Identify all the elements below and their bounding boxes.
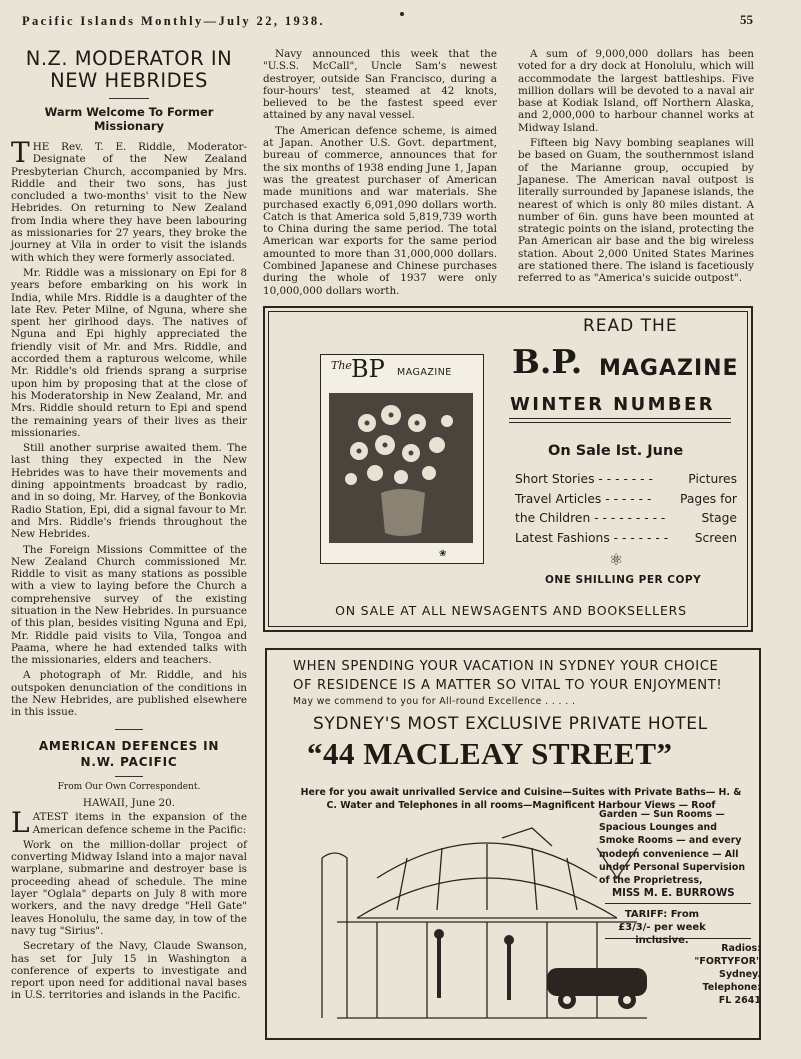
article2-headline-line2: N.W. PACIFIC: [80, 754, 178, 769]
article2-paragraph-3: Secretary of the Navy, Claude Swanson, has set for July 15 in Washington a conference of experts to investigate and report upon need for additional naval bases in U.S. territories and islands in the Pacific.: [11, 940, 247, 1002]
column-1: [11, 48, 247, 1005]
article1-paragraph-5: A photograph of Mr. Riddle, and his outspoken denunciation of the conditions in the New Hebrides, are published elsewhere in this issue.: [11, 669, 247, 719]
list-item: the Children - - - - - - - - - Stage: [515, 511, 737, 525]
article2-paragraph-7: Fifteen big Navy bombing seaplanes will be based on Guam, the southernmost island of the Marianne group, occupied by Japanese. The American naval outpost is literally surrounded by Japanese islands, the nearest of which is only 80 miles distant. A number of 6in. guns have been mounted at strategic points on the island, protecting the Pan American air base and the big wireless station. About 2,000 United States Marines are stationed there. The island is facetiously referred to as "America's suicide outpost".: [518, 137, 754, 285]
page-number: 55: [740, 12, 753, 27]
byline: From Our Own Correspondent.: [57, 781, 201, 792]
article2-paragraph-1: LATEST items in the expansion of the American defence scheme in the Pacific:: [11, 806, 247, 840]
header-ornament: [400, 12, 404, 16]
ad-contents-list: [515, 472, 737, 550]
contact-info: Radios: "FORTYFOR" Sydney. Telephone: FL 2641: [694, 943, 761, 1006]
hotel-amenities: Here for you await unrivalled Service and Cuisine—Suites with Private Baths— H. & C. Water and Telephones in all rooms—Magnificent Harbour Views — Roof: [300, 787, 742, 812]
ad-read-the: READ THE: [583, 316, 678, 336]
headline-rule: [115, 776, 143, 777]
ad-inner-border: [268, 311, 748, 627]
dateline: HAWAII, June 20.: [82, 796, 176, 809]
section-rule: [115, 729, 143, 730]
bp-magazine-ad: [263, 306, 753, 632]
ad-title-bp: B.P.: [512, 342, 583, 381]
hotel-building-illustration: [317, 818, 677, 1036]
double-rule: [509, 418, 731, 423]
magazine-cover-image: [320, 354, 484, 564]
headline-rule: [109, 98, 149, 99]
tariff: TARIFF: From £3/3/- per week inclusive.: [618, 909, 706, 946]
cover-bp: BP: [351, 355, 385, 383]
list-item: Short Stories - - - - - - - Pictures: [515, 472, 737, 486]
article1-headline-line2: NEW HEBRIDES: [50, 69, 208, 92]
ad-on-sale-date: On Sale Ist. June: [548, 443, 684, 459]
article1-paragraph-2: Mr. Riddle was a missionary on Epi for 8 years before embarking on his work in India, while Mrs. Riddle is a daughter of the late Rev. Peter Milne, of Nguna, where she spent her girlhood days. The natives of Nguna and Epi highly appreciated the friendly visit of Mr. and Mrs. Riddle, and accorded them a rapturous welcome, while Mr. Riddle's old friends sprang a surprise upon him by proposing that at the close of his Moderatorship in New Zealand, Mr. and Mrs. Riddle should return to Epi and spend the remaining years of their lives as their missionaries.: [11, 266, 247, 439]
dropcap: L: [11, 806, 30, 840]
running-header: Pacific Islands Monthly—July 22, 1938.: [22, 14, 326, 28]
hotel-name: “44 MACLEAY STREET”: [307, 736, 673, 771]
cover-the: The: [331, 359, 352, 372]
ad-winter-number: WINTER NUMBER: [510, 394, 715, 415]
ad-title-magazine: MAGAZINE: [599, 356, 739, 381]
proprietress-name: MISS M. E. BURROWS: [612, 888, 735, 899]
article1-paragraph-3: Still another surprise awaited them. The last thing they expected in the New Hebrides was to have their movements and dining appointments broadcast by radio, and in so doing, Mr. Harvey, of the Bonkovia Radio Station, Epi, did a signal favour to Mr. and Mrs. Riddle's friends throughout the New Hebrides.: [11, 442, 247, 541]
article1-paragraph-1: THE Rev. T. E. Riddle, Moderator-Designate of the New Zealand Presbyterian Church, accompanied by Mrs. Riddle and their two sons, has just concluded a two-months' visit to the New Hebrides. On returning to New Zealand from India where they have been labouring as missionaries for 27 years, they broke the journey at Vila in order to visit the islands with which they were formerly associated.: [11, 136, 247, 264]
flower-illustration: [329, 393, 473, 543]
hotel-amenities-cont: Garden — Sun Rooms — Spacious Lounges and Smoke Rooms — and every modern convenience — All under Personal Supervision of the Proprietress,: [599, 809, 746, 887]
hotel-ad: [265, 648, 761, 1040]
article1-subhead-line1: Warm Welcome To Former: [44, 105, 214, 119]
dropcap: T: [11, 136, 30, 169]
article2-paragraph-5: The American defence scheme, is aimed at Japan. Another U.S. Govt. department, bureau of commerce, announces that for the six months of 1938 ending June 1, Japan was the greatest purchaser of American made munitions and war materials. She purchased exactly 6,091,090 dollars worth. Catch is that America sold 5,819,739 worth to China during the same period. The total American war exports for the same period amounted to more than 31,000,000 dollars. Combined Japanese and Chinese purchases during the whole of 1937 were only 10,000,000 dollars worth.: [263, 124, 497, 297]
article2-headline-line1: AMERICAN DEFENCES IN: [38, 738, 220, 753]
article2-paragraph-4: Navy announced this week that the "U.S.S. McCall", Uncle Sam's newest destroyer, outside San Francisco, during a four-hours' test, steamed at 42 knots, believed to be the fastest speed ever attained by any naval vessel.: [263, 48, 497, 122]
column-2: [263, 48, 497, 300]
hotel-ad-line3: May we commend to you for All-round Excellence . . . . .: [293, 696, 576, 707]
article1-subhead-line2: Missionary: [93, 119, 165, 133]
hotel-ad-line1: WHEN SPENDING YOUR VACATION IN SYDNEY YOUR CHOICE OF RESIDENCE IS A MATTER SO VITAL TO YOUR ENJOYMENT!: [293, 659, 723, 693]
cover-magazine: MAGAZINE: [397, 367, 452, 378]
cover-mark-icon: ❀: [439, 549, 447, 559]
article2-paragraph-6: A sum of 9,000,000 dollars has been voted for a dry dock at Honolulu, which will accommodate the largest battleships. Five million dollars will be devoted to a naval air base at Kodiak Island, off Northern Alaska, and 2,000,000 to harbour channel works at Midway Island.: [518, 48, 754, 134]
article2-paragraph-2: Work on the million-dollar project of converting Midway Island into a major naval warplane, submarine and destroyer base is proceeding ahead of schedule. The mine layer "Oglala" departs on July 8 with more workers, and the navy dredge "Hell Gate" leaves Honolulu, the same day, in tow of the navy tug "Sirius".: [11, 838, 247, 937]
list-item: Travel Articles - - - - - - Pages for: [515, 491, 737, 506]
hotel-ad-tagline: SYDNEY'S MOST EXCLUSIVE PRIVATE HOTEL: [313, 714, 708, 734]
flower-bouquet-icon: [329, 393, 473, 543]
list-item: Latest Fashions - - - - - - - Screen: [515, 530, 737, 545]
lamp-icon: ⚛: [609, 550, 624, 569]
ad-price: ONE SHILLING PER COPY: [545, 574, 702, 586]
article1-headline-line1: N.Z. MODERATOR IN: [25, 47, 233, 70]
article1-paragraph-4: The Foreign Missions Committee of the New Zealand Church commissioned Mr. Riddle to visit as many stations as possible with a view to laying before the Church a comprehensive survey of the existing situation in the New Hebrides. In pursuance of this plan, besides visiting Nguna and Epi, Mr. Riddle paid visits to Vila, Tongoa and Paama, where he had extended talks with the missionaries, elders and teachers.: [11, 543, 247, 667]
column-3: [518, 48, 754, 288]
ad-footer: ON SALE AT ALL NEWSAGENTS AND BOOKSELLERS: [335, 603, 687, 618]
